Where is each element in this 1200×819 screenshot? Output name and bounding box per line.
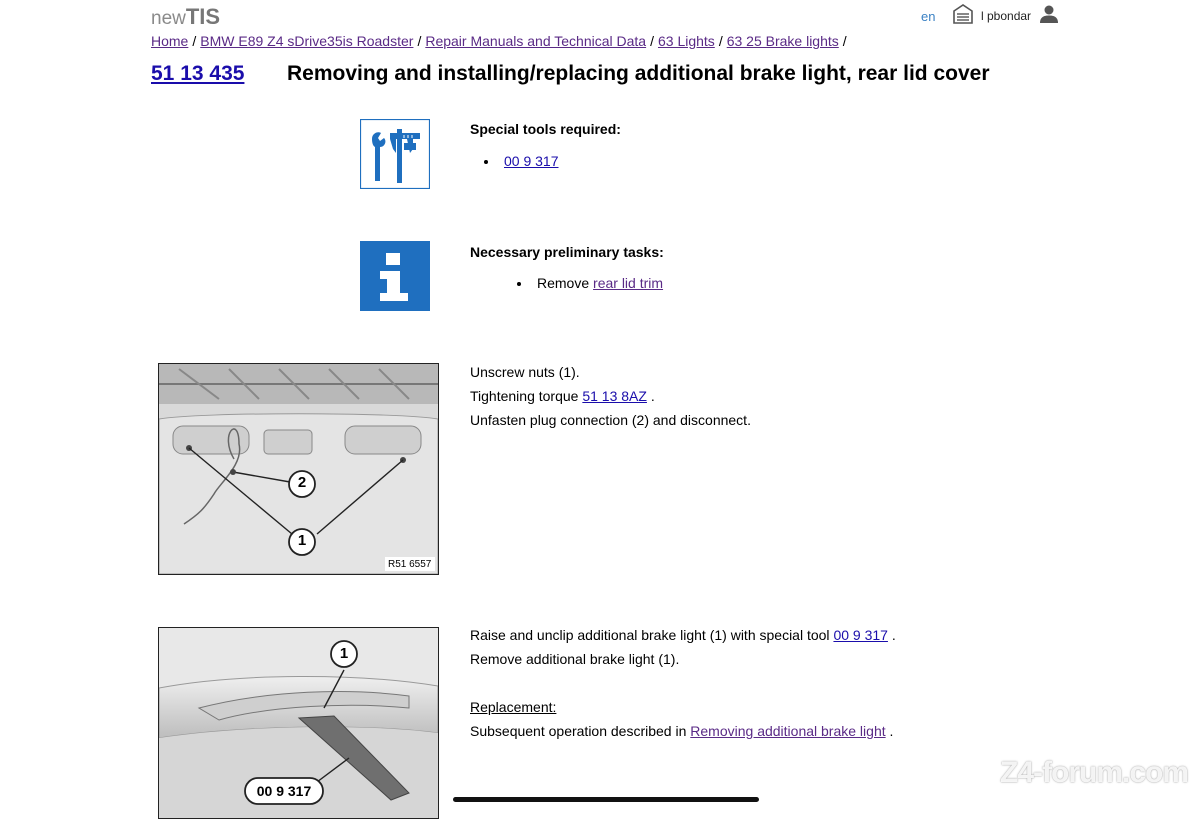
raise-suffix: . <box>891 627 896 643</box>
preliminary-tasks-heading: Necessary preliminary tasks: <box>470 244 664 260</box>
person-icon[interactable] <box>1038 3 1060 25</box>
torque-suffix: . <box>650 388 655 404</box>
tool-callout: 00 9 317 <box>256 783 312 799</box>
list-item <box>537 275 663 291</box>
step-1-line-1: Unscrew nuts (1). <box>470 364 580 380</box>
replacement-heading: Replacement: <box>470 699 557 715</box>
subsequent-suffix: . <box>889 723 894 739</box>
breadcrumb-lights[interactable]: 63 Lights <box>657 33 715 49</box>
breadcrumb-home[interactable]: Home <box>151 33 189 49</box>
torque-label: Tightening torque <box>470 388 579 404</box>
info-icon <box>360 241 430 311</box>
figure-brake-light <box>158 627 439 819</box>
breadcrumb-separator: / <box>650 33 654 49</box>
step-2-line-2: Remove additional brake light (1). <box>470 651 680 667</box>
page-title: Removing and installing/replacing additional brake light, rear lid cover <box>287 62 990 85</box>
torque-link[interactable]: 51 13 8AZ <box>582 388 647 404</box>
special-tool-link[interactable]: 00 9 317 <box>833 627 888 643</box>
list-item <box>504 153 559 169</box>
brand-main: TIS <box>185 4 221 29</box>
special-tool-link[interactable]: 00 9 317 <box>504 153 559 169</box>
step-2-line-4 <box>470 719 896 743</box>
callout-1: 1 <box>339 645 349 662</box>
removing-brake-light-link[interactable]: Removing additional brake light <box>690 723 886 739</box>
breadcrumb-separator: / <box>192 33 197 49</box>
step-1-line-3: Unfasten plug connection (2) and disconnect. <box>470 412 751 428</box>
special-tools-heading: Special tools required: <box>470 121 621 137</box>
language-selector[interactable]: en <box>921 9 936 24</box>
raise-text: Raise and unclip additional brake light (1) with special tool <box>470 627 830 643</box>
breadcrumb-separator: / <box>718 33 723 49</box>
rear-lid-trim-link[interactable]: rear lid trim <box>593 275 664 291</box>
breadcrumb-brake-lights[interactable]: 63 25 Brake lights <box>726 33 839 49</box>
callout-1: 1 <box>297 532 307 549</box>
document-number-link[interactable]: 51 13 435 <box>151 62 245 85</box>
breadcrumb <box>151 33 851 49</box>
step-2-line-1 <box>470 623 896 647</box>
figure-nuts-plug <box>158 363 439 575</box>
watermark: Z4-forum.com <box>1000 756 1189 789</box>
step-1-text <box>470 360 751 432</box>
step-2-text <box>470 623 896 743</box>
breadcrumb-separator: / <box>417 33 422 49</box>
brand-logo[interactable] <box>151 4 220 30</box>
preliminary-tasks-list <box>537 275 663 291</box>
callout-2: 2 <box>297 474 307 491</box>
brand-prefix: new <box>151 8 186 29</box>
breadcrumb-repair-manuals[interactable]: Repair Manuals and Technical Data <box>425 33 647 49</box>
breadcrumb-vehicle[interactable]: BMW E89 Z4 sDrive35is Roadster <box>200 33 414 49</box>
breadcrumb-separator: / <box>842 33 847 49</box>
figure-code: R51 6557 <box>388 559 432 570</box>
task-prefix: Remove <box>537 275 590 291</box>
garage-icon[interactable] <box>952 3 974 25</box>
spacer <box>470 671 896 695</box>
subsequent-text: Subsequent operation described in <box>470 723 687 739</box>
step-1-line-2 <box>470 384 751 408</box>
scroll-indicator[interactable] <box>453 797 759 802</box>
user-name: l pbondar <box>981 9 1032 23</box>
special-tools-list <box>504 153 559 169</box>
special-tools-icon <box>360 119 430 189</box>
